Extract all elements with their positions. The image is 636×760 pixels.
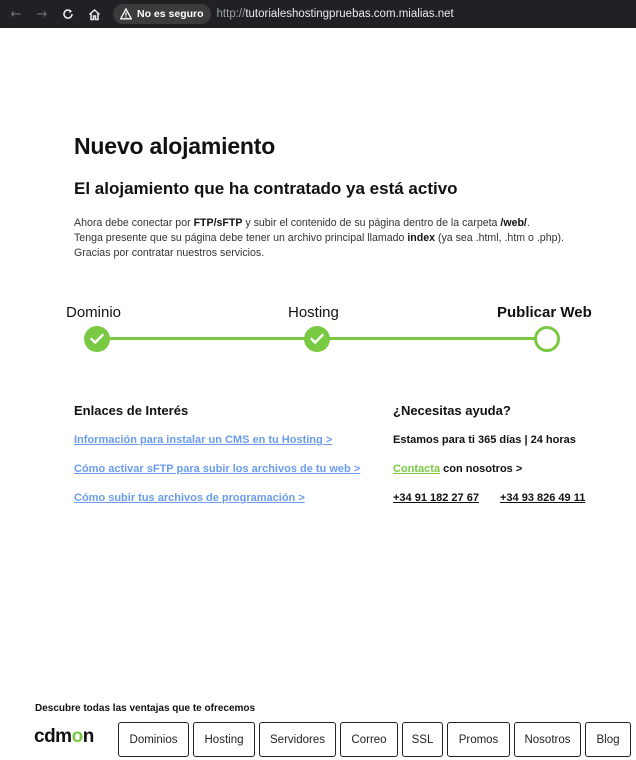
reload-icon[interactable] [58,4,78,24]
footer-button-hosting[interactable]: Hosting [193,722,255,757]
footer-label: Descubre todas las ventajas que te ofrecemos [35,703,256,714]
page-subtitle: El alojamiento que ha contratado ya está activo [74,179,458,198]
footer-button-servidores[interactable]: Servidores [259,722,336,757]
step-label-hosting: Hosting [288,304,339,321]
security-chip[interactable] [113,4,211,24]
check-icon [90,333,104,345]
link-upload-files[interactable]: Cómo subir tus archivos de programación > [74,492,305,504]
arrow-left-icon[interactable]: ← [10,6,22,22]
security-label: No es seguro [137,8,204,20]
footer-button-correo[interactable]: Correo [340,722,398,757]
url-scheme: http:// [216,8,246,20]
step-label-dominio: Dominio [66,304,122,321]
cdmon-logo[interactable]: cdmon [34,726,94,747]
step-dot-publicar-web [534,326,560,352]
warning-triangle-icon [120,8,132,20]
step-dot-dominio [84,326,110,352]
link-activate-sftp[interactable]: Cómo activar sFTP para subir los archivos de tu web > [74,463,361,475]
help-contact [393,463,522,475]
footer-button-nosotros[interactable]: Nosotros [514,722,581,757]
contact-link[interactable]: Contacta [393,463,441,475]
browser-toolbar [0,0,636,28]
help-hours: Estamos para ti 365 días | 24 horas [393,434,576,446]
footer-button-promos[interactable]: Promos [447,722,510,757]
help-heading: ¿Necesitas ayuda? [393,403,511,418]
phone-barcelona[interactable]: +34 93 826 49 11 [500,492,586,504]
contact-rest: con nosotros > [440,463,523,475]
home-icon[interactable] [84,4,104,24]
footer-button-dominios[interactable]: Dominios [118,722,189,757]
instructions-text: Ahora debe conectar por FTP/sFTP y subir el contenido de su página dentro de la carpeta /web/. Tenga presente que su página debe tener un archivo principal llamado index (ya sea .html, .htm o .php). Gracias por contratar nuestros servicios. [74,217,564,259]
url-host: tutorialeshostingpruebas.com.mialias.net [245,8,454,20]
links-heading: Enlaces de Interés [74,403,189,418]
link-install-cms[interactable]: Información para instalar un CMS en tu Hosting > [74,434,333,446]
check-icon [310,333,324,345]
arrow-right-icon[interactable]: → [36,6,48,22]
footer-button-blog[interactable]: Blog [585,722,631,757]
step-dot-hosting [304,326,330,352]
step-label-publicar-web: Publicar Web [497,304,592,321]
phone-madrid[interactable]: +34 91 182 27 67 [393,492,479,504]
footer-button-ssl[interactable]: SSL [402,722,443,757]
page-title: Nuevo alojamiento [74,133,276,159]
address-bar[interactable] [217,8,454,20]
